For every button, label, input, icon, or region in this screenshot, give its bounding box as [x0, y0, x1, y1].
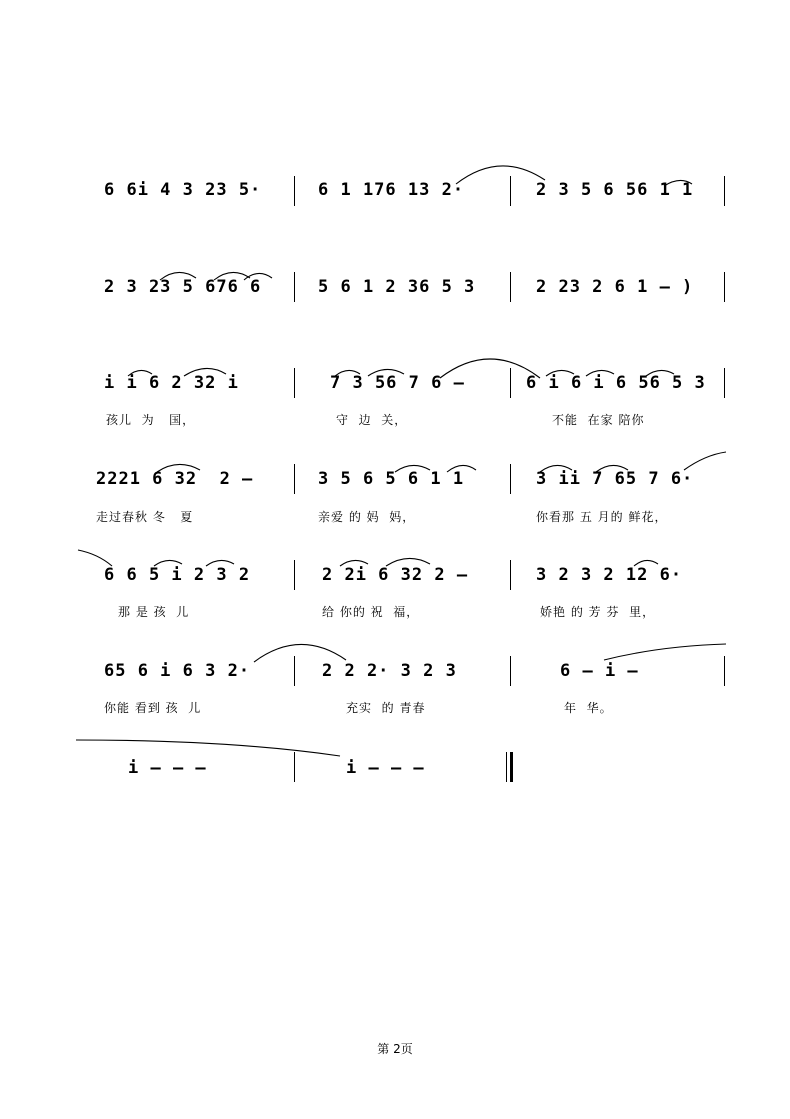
measure-notes: 2221 6 32 2 – — [96, 469, 254, 489]
measure-notes: 2 23 2 6 1 – ) — [536, 277, 694, 297]
measure-notes: 6 i 6 i 6 56 5 3 — [526, 373, 706, 393]
page-number: 第 2页 — [377, 1042, 413, 1056]
barline — [294, 464, 295, 494]
slur-arc — [76, 740, 340, 756]
lyric-line: 娇艳 的 芳 芬 里， — [540, 605, 656, 619]
barline — [294, 176, 295, 206]
barline — [510, 272, 511, 302]
lyric-line: 那 是 孩 儿 — [118, 605, 190, 619]
measure-notes: 6 6i 4 3 23 5· — [104, 180, 262, 200]
slur-arc — [254, 644, 346, 662]
barline — [510, 368, 511, 398]
barline — [294, 272, 295, 302]
barline — [294, 752, 295, 782]
lyric-line: 你能 看到 孩 儿 — [104, 701, 202, 715]
barline — [510, 560, 511, 590]
final-barline-thick — [510, 752, 513, 782]
measure-notes: 2 2i 6 32 2 – — [322, 565, 469, 585]
measure-notes: 6 1 176 13 2· — [318, 180, 465, 200]
barline — [724, 176, 725, 206]
barline — [510, 464, 511, 494]
measure-notes: 6 6 5 i 2 3 2 — [104, 565, 251, 585]
measure-notes: i – – – — [128, 758, 207, 778]
slur-arc — [684, 452, 726, 470]
measure-notes: 5 6 1 2 36 5 3 — [318, 277, 476, 297]
barline — [724, 272, 725, 302]
barline — [510, 176, 511, 206]
measure-notes: 7 3 56 7 6 – — [330, 373, 465, 393]
lyric-line: 孩儿 为 国， — [106, 413, 196, 427]
barline — [510, 656, 511, 686]
lyric-line: 你看那 五 月的 鲜花， — [536, 510, 668, 524]
measure-notes: 2 3 5 6 56 1 1 — [536, 180, 694, 200]
measure-notes: i i 6 2 32 i — [104, 373, 239, 393]
final-barline-thin — [506, 752, 507, 782]
slur-arc — [78, 550, 112, 566]
measure-notes: 2 2 2· 3 2 3 — [322, 661, 457, 681]
barline — [294, 368, 295, 398]
measure-notes: i – – – — [346, 758, 425, 778]
lyric-line: 亲爱 的 妈 妈， — [318, 510, 416, 524]
measure-notes: 3 2 3 2 12 6· — [536, 565, 683, 585]
barline — [294, 656, 295, 686]
lyric-line: 年 华。 — [564, 701, 613, 715]
lyric-line: 充实 的 青春 — [346, 701, 426, 715]
lyric-line: 不能 在家 陪你 — [552, 413, 645, 427]
barline — [294, 560, 295, 590]
measure-notes: 3 ii 7 65 7 6· — [536, 469, 694, 489]
measure-notes: 6 – i – — [560, 661, 639, 681]
measure-notes: 2 3 23 5 676 6 — [104, 277, 262, 297]
measure-notes: 3 5 6 5 6 1 1 — [318, 469, 465, 489]
lyric-line: 走过春秋 冬 夏 — [96, 510, 194, 524]
barline — [724, 656, 725, 686]
lyric-line: 给 你的 祝 福， — [322, 605, 420, 619]
barline — [724, 368, 725, 398]
measure-notes: 65 6 i 6 3 2· — [104, 661, 251, 681]
slur-arc — [604, 644, 726, 660]
slur-arc — [456, 166, 545, 184]
lyric-line: 守 边 关， — [336, 413, 408, 427]
